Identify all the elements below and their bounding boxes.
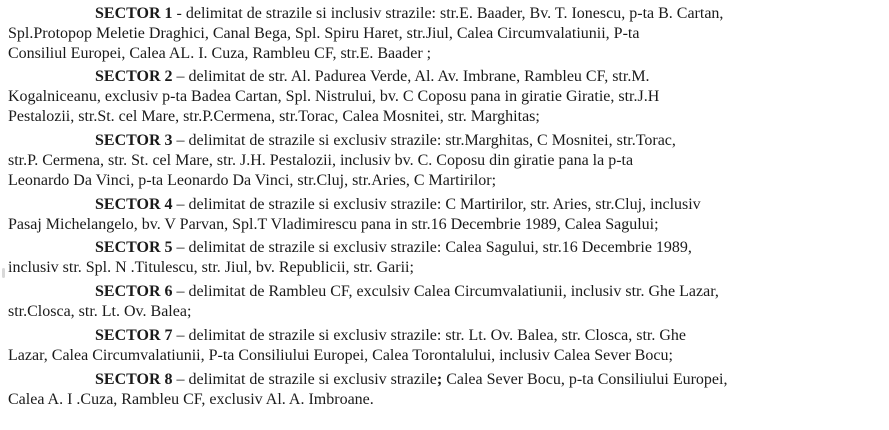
sector-3-name: SECTOR 3 [95,132,173,149]
sector-8-semicolon: ; [436,371,443,388]
sector-1-text: - delimitat de strazile si inclusiv strazile: str.E. Baader, Bv. T. Ionescu, p-ta B. Cartan, [172,5,724,22]
sector-4-text: – delimitat de strazile si exclusiv strazile: C Martirilor, str. Aries, str.Cluj, inclusiv [172,196,701,213]
sector-6-text: – delimitat de Rambleu CF, exculsiv Calea Circumvalatiunii, inclusiv str. Ghe Lazar, [172,283,719,300]
sector-1-name: SECTOR 1 [95,5,173,22]
sector-2-line-2: Kogalniceanu, exclusiv p-ta Badea Cartan, Spl. Nistrului, bv. C Coposu pana in giratie Giratie, str.J.H [8,88,660,105]
sector-8-line-2: Calea A. I .Cuza, Rambleu CF, exclusiv Al. A. Imbroane. [8,391,374,408]
sector-3-line-2: str.P. Cermena, str. St. cel Mare, str. J.H. Pestalozii, inclusiv bv. C. Coposu din giratie pana la p-ta [8,152,634,169]
sector-1-line-3: Consiliul Europei, Calea AL. I. Cuza, Rambleu CF, str.E. Baader ; [8,45,432,62]
sector-3-line-3: Leonardo Da Vinci, p-ta Leonardo Da Vinci, str.Cluj, str.Aries, C Martirilor; [8,172,497,189]
scan-speck [2,268,5,278]
sector-6-name: SECTOR 6 [95,283,173,300]
sector-2-name: SECTOR 2 [95,68,173,85]
sector-7-line-2: Lazar, Calea Circumvalatiunii, P-ta Consiliului Europei, Calea Torontalului, inclusiv Calea Sever Bocu; [8,347,673,364]
sector-1-line-2: Spl.Protopop Meletie Draghici, Canal Bega, Spl. Spiru Haret, str.Jiul, Calea Circumvalatiunii, P-ta [8,25,640,42]
sector-8-heading-line [95,370,727,390]
sector-4-heading-line [95,195,701,215]
sector-1-heading-line [95,4,723,24]
sector-7-name: SECTOR 7 [95,327,173,344]
sector-7-text: – delimitat de strazile si exclusiv strazile: str. Lt. Ov. Balea, str. Closca, str. Ghe [172,327,687,344]
sector-8-text: – delimitat de strazile si exclusiv strazile [172,371,437,388]
sector-5-text: – delimitat de strazile si exclusiv strazile: Calea Sagului, str.16 Decembrie 1989, [172,239,692,256]
sector-2-text: – delimitat de str. Al. Padurea Verde, Al. Av. Imbrane, Rambleu CF, str.M. [172,68,650,85]
sector-8-name: SECTOR 8 [95,371,173,388]
sector-4-name: SECTOR 4 [95,196,173,213]
sector-5-line-2: inclusiv str. Spl. N .Titulescu, str. Jiul, bv. Republicii, str. Garii; [8,259,414,276]
sector-5-heading-line [95,238,692,258]
sector-2-heading-line [95,67,650,87]
sector-5-name: SECTOR 5 [95,239,173,256]
sector-3-text: – delimitat de strazile si exclusiv strazile: str.Marghitas, C Mosnitei, str.Torac, [172,132,676,149]
sector-7-heading-line [95,326,686,346]
sector-3-heading-line [95,131,676,151]
sector-2-line-3: Pestalozii, str.St. cel Mare, str.P.Cermena, str.Torac, Calea Mosnitei, str. Marghitas; [8,108,540,125]
sector-8-text-cont: Calea Sever Bocu, p-ta Consiliului Europei, [442,371,728,388]
sector-6-line-2: str.Closca, str. Lt. Ov. Balea; [8,303,192,320]
sector-6-heading-line [95,282,719,302]
sector-4-line-2: Pasaj Michelangelo, bv. V Parvan, Spl.T Vladimirescu pana in str.16 Decembrie 1989, Calea Sagului; [8,216,659,233]
